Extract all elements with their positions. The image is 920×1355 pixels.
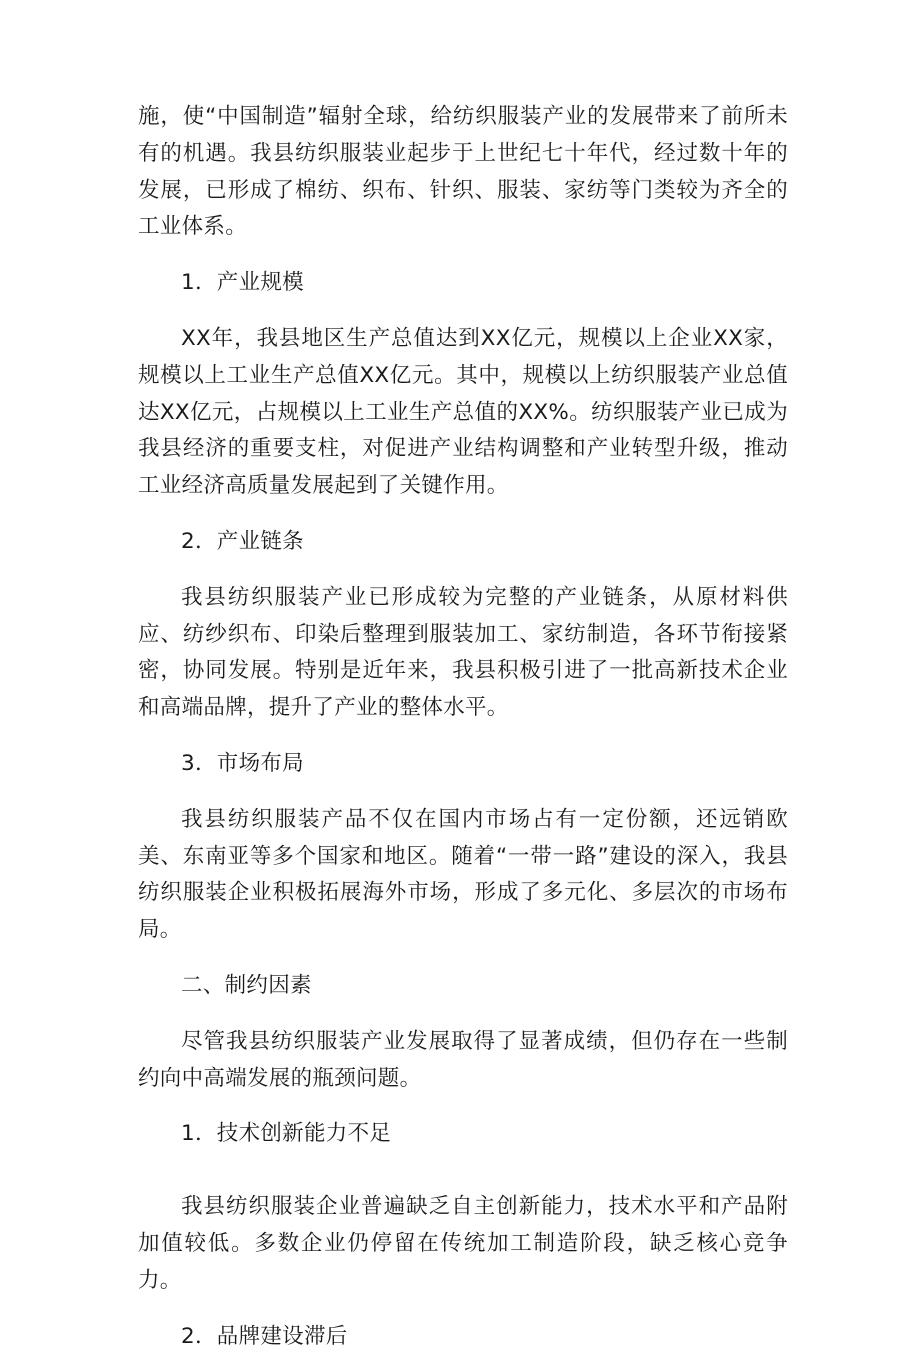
heading-industry-chain: 2．产业链条 xyxy=(181,528,304,554)
heading-market-layout: 3．市场布局 xyxy=(181,750,304,776)
paragraph-innovation: 我县纺织服装企业普遍缺乏自主创新能力，技术水平和产品附加值较低。多数企业仍停留在传统加工制造阶段，缺乏核心竞争力。 xyxy=(138,1194,788,1293)
paragraph-continuation: 施，使“中国制造”辐射全球，给纺织服装产业的发展带来了前所未有的机遇。我县纺织服装业起步于上世纪七十年代，经过数十年的发展，已形成了棉纺、织布、针织、服装、家纺等门类较为齐全的工业体系。 xyxy=(138,104,788,240)
paragraph-industry-scale: XX年，我县地区生产总值达到XX亿元，规模以上企业XX家，规模以上工业生产总值XX亿元。其中，规模以上纺织服装产业总值达XX亿元，占规模以上工业生产总值的XX%。纺织服装产业已成为我县经济的重要支柱，对促进产业结构调整和产业转型升级，推动工业经济高质量发展起到了关键作用。 xyxy=(138,325,788,499)
heading-brand: 2．品牌建设滞后 xyxy=(181,1323,348,1349)
heading-innovation: 1．技术创新能力不足 xyxy=(181,1121,392,1147)
paragraph-constraints: 尽管我县纺织服装产业发展取得了显著成绩，但仍存在一些制约向中高端发展的瓶颈问题。 xyxy=(138,1028,788,1091)
heading-industry-scale: 1．产业规模 xyxy=(181,270,304,296)
paragraph-industry-chain: 我县纺织服装产业已形成较为完整的产业链条，从原材料供应、纺纱织布、印染后整理到服装加工、家纺制造，各环节衔接紧密，协同发展。特别是近年来，我县积极引进了一批高新技术企业和高端品牌，提升了产业的整体水平。 xyxy=(138,584,788,721)
paragraph-market-layout: 我县纺织服装产品不仅在国内市场占有一定份额，还远销欧美、东南亚等多个国家和地区。随着“一带一路”建设的深入，我县纺织服装企业积极拓展海外市场，形成了多元化、多层次的市场布局。 xyxy=(138,806,788,943)
document-page xyxy=(138,99,788,1355)
heading-constraints: 二、制约因素 xyxy=(181,972,312,998)
